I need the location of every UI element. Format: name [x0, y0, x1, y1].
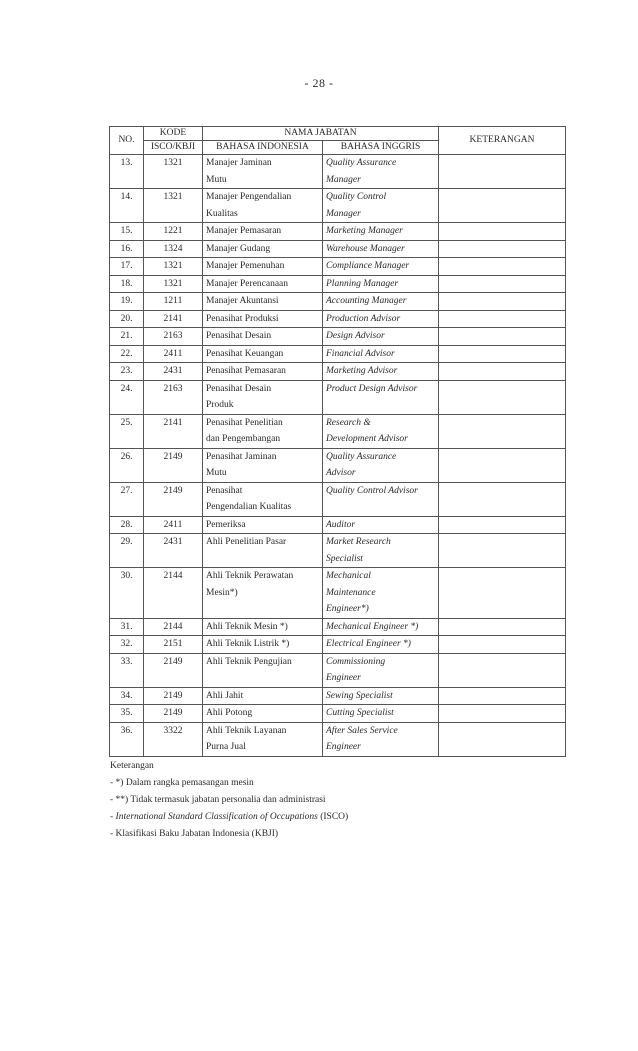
cell-keterangan [439, 414, 566, 448]
cell-bahasa-indonesia: Manajer Gudang [203, 240, 323, 258]
table-row [110, 155, 566, 189]
cell-bahasa-inggris: Mechanical Maintenance Engineer*) [323, 568, 439, 619]
header-row-1 [110, 127, 566, 141]
cell-bahasa-inggris: Quality Assurance Manager [323, 155, 439, 189]
cell-bahasa-indonesia: Manajer Perencanaan [203, 275, 323, 293]
cell-keterangan [439, 482, 566, 516]
cell-keterangan [439, 618, 566, 636]
cell-bahasa-inggris: Quality Assurance Advisor [323, 448, 439, 482]
cell-bahasa-inggris: Quality Control Manager [323, 189, 439, 223]
cell-kode: 3322 [144, 722, 203, 756]
cell-keterangan [439, 534, 566, 568]
cell-bahasa-indonesia: Penasihat Pengendalian Kualitas [203, 482, 323, 516]
cell-bahasa-indonesia: Manajer Jaminan Mutu [203, 155, 323, 189]
cell-bahasa-inggris: After Sales Service Engineer [323, 722, 439, 756]
job-title-table [109, 126, 566, 757]
note-item: - Klasifikasi Baku Jabatan Indonesia (KBJI) [110, 829, 279, 839]
cell-bahasa-indonesia: Manajer Pemenuhan [203, 258, 323, 276]
table-row [110, 568, 566, 619]
cell-no: 27. [110, 482, 144, 516]
cell-bahasa-inggris: Mechanical Engineer *) [323, 618, 439, 636]
cell-kode: 2149 [144, 687, 203, 705]
cell-bahasa-indonesia: Penasihat Penelitian dan Pengembangan [203, 414, 323, 448]
cell-bahasa-indonesia: Ahli Teknik Perawatan Mesin*) [203, 568, 323, 619]
cell-bahasa-indonesia: Ahli Teknik Listrik *) [203, 636, 323, 654]
note-item: - International Standard Classification of Occupations (ISCO) [110, 812, 349, 822]
cell-kode: 1221 [144, 223, 203, 241]
header-no: NO. [110, 127, 144, 155]
table-row [110, 293, 566, 311]
table-row [110, 414, 566, 448]
table-row [110, 275, 566, 293]
cell-keterangan [439, 223, 566, 241]
header-kode: KODE [144, 127, 203, 141]
cell-no: 23. [110, 363, 144, 381]
cell-kode: 2149 [144, 482, 203, 516]
cell-kode: 2149 [144, 448, 203, 482]
cell-kode: 1321 [144, 258, 203, 276]
table-row [110, 380, 566, 414]
table-row [110, 363, 566, 381]
cell-no: 36. [110, 722, 144, 756]
cell-bahasa-indonesia: Manajer Pemasaran [203, 223, 323, 241]
table-body [110, 155, 566, 757]
cell-no: 30. [110, 568, 144, 619]
note-item: - **) Tidak termasuk jabatan personalia dan administrasi [110, 795, 326, 805]
table-row [110, 448, 566, 482]
table-row [110, 618, 566, 636]
cell-no: 20. [110, 310, 144, 328]
notes-list [110, 775, 348, 843]
cell-no: 31. [110, 618, 144, 636]
cell-bahasa-indonesia: Ahli Penelitian Pasar [203, 534, 323, 568]
cell-bahasa-inggris: Electrical Engineer *) [323, 636, 439, 654]
cell-keterangan [439, 293, 566, 311]
cell-kode: 1324 [144, 240, 203, 258]
cell-keterangan [439, 448, 566, 482]
cell-no: 13. [110, 155, 144, 189]
cell-bahasa-inggris: Design Advisor [323, 328, 439, 346]
cell-kode: 1321 [144, 189, 203, 223]
table-row [110, 482, 566, 516]
cell-keterangan [439, 328, 566, 346]
cell-kode: 2144 [144, 618, 203, 636]
header-bahasa-indonesia: BAHASA INDONESIA [203, 141, 323, 155]
cell-kode: 2411 [144, 516, 203, 534]
cell-bahasa-indonesia: Ahli Teknik Mesin *) [203, 618, 323, 636]
table-row [110, 240, 566, 258]
table-row [110, 705, 566, 723]
cell-keterangan [439, 705, 566, 723]
cell-bahasa-inggris: Planning Manager [323, 275, 439, 293]
cell-keterangan [439, 310, 566, 328]
table-row [110, 653, 566, 687]
cell-no: 32. [110, 636, 144, 654]
cell-keterangan [439, 363, 566, 381]
cell-no: 26. [110, 448, 144, 482]
cell-bahasa-indonesia: Pemeriksa [203, 516, 323, 534]
cell-no: 17. [110, 258, 144, 276]
cell-bahasa-inggris: Production Advisor [323, 310, 439, 328]
cell-no: 29. [110, 534, 144, 568]
cell-bahasa-inggris: Accounting Manager [323, 293, 439, 311]
cell-bahasa-indonesia: Ahli Potong [203, 705, 323, 723]
cell-bahasa-indonesia: Penasihat Jaminan Mutu [203, 448, 323, 482]
cell-bahasa-inggris: Warehouse Manager [323, 240, 439, 258]
cell-no: 21. [110, 328, 144, 346]
note-item: - *) Dalam rangka pemasangan mesin [110, 778, 254, 788]
cell-keterangan [439, 722, 566, 756]
cell-bahasa-inggris: Marketing Manager [323, 223, 439, 241]
header-nama-jabatan: NAMA JABATAN [203, 127, 439, 141]
cell-kode: 2411 [144, 345, 203, 363]
header-bahasa-inggris: BAHASA INGGRIS [323, 141, 439, 155]
table-row [110, 223, 566, 241]
cell-bahasa-inggris: Compliance Manager [323, 258, 439, 276]
cell-bahasa-indonesia: Manajer Akuntansi [203, 293, 323, 311]
cell-kode: 2144 [144, 568, 203, 619]
cell-kode: 2141 [144, 414, 203, 448]
cell-bahasa-indonesia: Penasihat Keuangan [203, 345, 323, 363]
cell-no: 28. [110, 516, 144, 534]
cell-keterangan [439, 687, 566, 705]
cell-kode: 1321 [144, 155, 203, 189]
cell-bahasa-inggris: Marketing Advisor [323, 363, 439, 381]
cell-kode: 2163 [144, 328, 203, 346]
notes-section [110, 758, 348, 843]
cell-no: 24. [110, 380, 144, 414]
cell-keterangan [439, 275, 566, 293]
cell-bahasa-indonesia: Penasihat Desain [203, 328, 323, 346]
cell-no: 14. [110, 189, 144, 223]
cell-kode: 2163 [144, 380, 203, 414]
cell-keterangan [439, 516, 566, 534]
cell-keterangan [439, 155, 566, 189]
cell-bahasa-inggris: Auditor [323, 516, 439, 534]
table-row [110, 258, 566, 276]
cell-no: 19. [110, 293, 144, 311]
page-number: - 28 - [304, 76, 334, 90]
cell-bahasa-indonesia: Ahli Jahit [203, 687, 323, 705]
header-keterangan: KETERANGAN [439, 127, 566, 155]
cell-bahasa-inggris: Product Design Advisor [323, 380, 439, 414]
cell-keterangan [439, 636, 566, 654]
cell-kode: 2431 [144, 534, 203, 568]
cell-bahasa-inggris: Market Research Specialist [323, 534, 439, 568]
cell-no: 33. [110, 653, 144, 687]
cell-bahasa-inggris: Quality Control Advisor [323, 482, 439, 516]
cell-bahasa-indonesia: Penasihat Produksi [203, 310, 323, 328]
cell-bahasa-indonesia: Manajer Pengendalian Kualitas [203, 189, 323, 223]
cell-no: 16. [110, 240, 144, 258]
cell-bahasa-inggris: Research & Development Advisor [323, 414, 439, 448]
cell-kode: 2149 [144, 705, 203, 723]
cell-keterangan [439, 189, 566, 223]
table-row [110, 189, 566, 223]
cell-bahasa-inggris: Cutting Specialist [323, 705, 439, 723]
cell-no: 34. [110, 687, 144, 705]
cell-bahasa-indonesia: Ahli Teknik Layanan Purna Jual [203, 722, 323, 756]
cell-keterangan [439, 258, 566, 276]
cell-kode: 2431 [144, 363, 203, 381]
notes-title: Keterangan [110, 761, 154, 771]
cell-keterangan [439, 568, 566, 619]
table-row [110, 636, 566, 654]
table-row [110, 328, 566, 346]
cell-bahasa-inggris: Commissioning Engineer [323, 653, 439, 687]
table-row [110, 687, 566, 705]
cell-bahasa-indonesia: Penasihat Pemasaran [203, 363, 323, 381]
cell-no: 35. [110, 705, 144, 723]
table-row [110, 345, 566, 363]
cell-kode: 1321 [144, 275, 203, 293]
cell-no: 25. [110, 414, 144, 448]
cell-no: 18. [110, 275, 144, 293]
cell-keterangan [439, 345, 566, 363]
cell-kode: 2151 [144, 636, 203, 654]
cell-keterangan [439, 380, 566, 414]
cell-bahasa-inggris: Sewing Specialist [323, 687, 439, 705]
cell-keterangan [439, 653, 566, 687]
cell-bahasa-indonesia: Penasihat Desain Produk [203, 380, 323, 414]
cell-keterangan [439, 240, 566, 258]
cell-kode: 1211 [144, 293, 203, 311]
cell-bahasa-indonesia: Ahli Teknik Pengujian [203, 653, 323, 687]
table-row [110, 516, 566, 534]
table-row [110, 722, 566, 756]
table-row [110, 534, 566, 568]
cell-bahasa-inggris: Financial Advisor [323, 345, 439, 363]
cell-kode: 2149 [144, 653, 203, 687]
table-row [110, 310, 566, 328]
cell-no: 15. [110, 223, 144, 241]
cell-kode: 2141 [144, 310, 203, 328]
cell-no: 22. [110, 345, 144, 363]
header-kode-sub: ISCO/KBJI [144, 141, 203, 155]
